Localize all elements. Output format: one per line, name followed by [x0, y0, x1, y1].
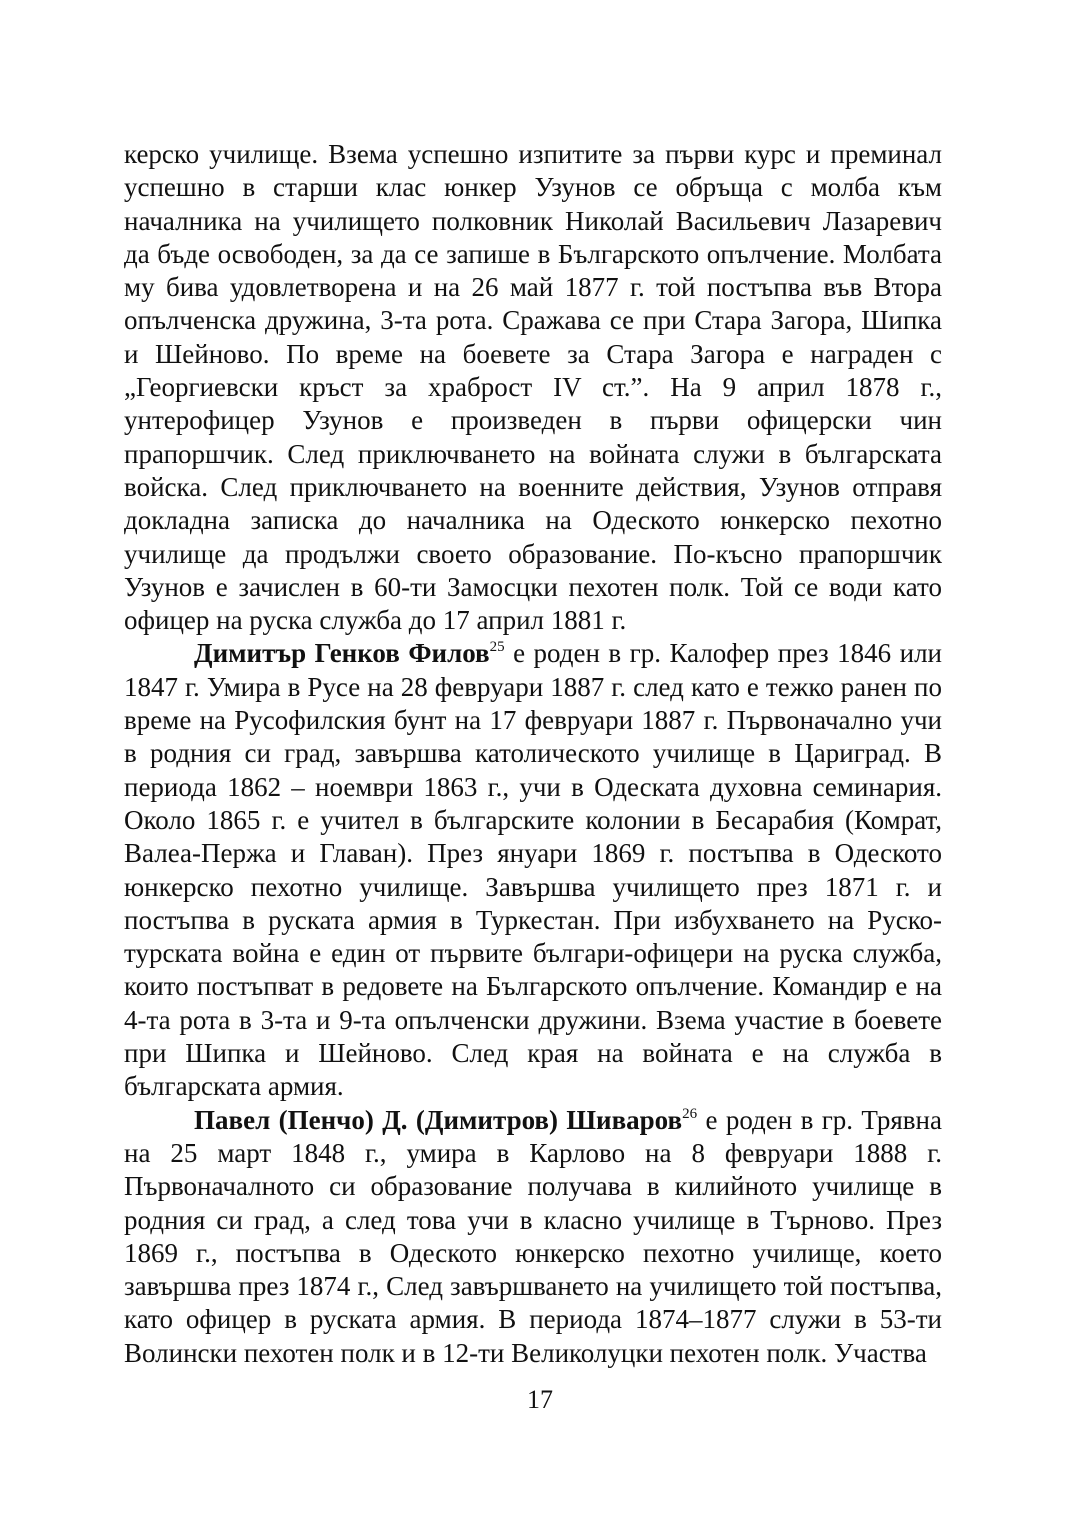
- paragraph-text: е роден в гр. Калофер през 1846 или 1847 г. Умира в Русе на 28 февруари 1887 г. след като е тежко ранен по време на Русофилския бунт на 17 февруари 1887 г. Първоначално учи в родния си град, завършва католическото училище в Цариград. В периода 1862 – ноември 1863 г., учи в Одеската духовна семинария. Около 1865 г. е учител в българските колонии в Бесарабия (Комрат, Валеа-Пержа и Главан). През януари 1869 г. постъпва в Одеското юнкерско пехотно училище. Завършва училището през 1871 г. и постъпва в руската армия в Туркестан. При избухването на Руско-турската война е един от първите българи-офицери на руска служба, които постъпват в редовете на Българското опълчение. Командир е на 4-та рота в 3-та и 9-та опълченски дружини. Взема участие в боевете при Шипка и Шейново. След края на войната е на служба в българската армия.: [124, 638, 942, 1102]
- footnote-ref[interactable]: 26: [682, 1105, 698, 1122]
- paragraph-uzunov-continued: [124, 138, 942, 637]
- page-number: 17: [527, 1385, 553, 1414]
- body-text: [124, 138, 942, 1370]
- paragraph-filov: [124, 637, 942, 1103]
- paragraph-text: е роден в гр. Трявна на 25 март 1848 г., умира в Карлово на 8 февруари 1888 г. Първоначалното си образование получава в килийното училище в родния си град, а след това учи в класно училище в Търново. През 1869 г., постъпва в Одеското юнкерско пехотно училище, което завършва през 1874 г., След завършването на училището той постъпва, като офицер в руската армия. В периода 1874–1877 служи в 53-ти Волински пехотен полк и в 12-ти Великолуцки пехотен полк. Участва: [124, 1104, 942, 1368]
- person-name: Димитър Генков Филов: [194, 638, 490, 669]
- paragraph-text: керско училище. Взема успешно изпитите за първи курс и преминал успешно в старши клас юнкер Узунов се обръща с молба към началника на училището полковник Николай Васильевич Лазаревич да бъде освободен, за да се запише в Българското опълчение. Молбата му бива удовлетворена и на 26 май 1877 г. той постъпва във Втора опълченска дружина, 3-та рота. Сражава се при Стара Загора, Шипка и Шейново. По време на боевете за Стара Загора е награден с „Георгиевски кръст за храброст IV ст.”. На 9 април 1878 г., унтерофицер Узунов е произведен в първи офицерски чин прапоршчик. След приключването на войната служи в българската войска. След приключването на военните действия, Узунов отправя докладна записка до началника на Одеското юнкерско пехотно училище да продължи своето образование. По-късно прапоршчик Узунов е зачислен в 60-ти Замосцки пехотен полк. Той се води като офицер на руска служба до 17 април 1881 г.: [124, 139, 942, 636]
- paragraph-shivarov: [124, 1104, 942, 1370]
- person-name: Павел (Пенчо) Д. (Димитров) Шиваров: [194, 1104, 683, 1135]
- footnote-ref[interactable]: 25: [489, 639, 505, 656]
